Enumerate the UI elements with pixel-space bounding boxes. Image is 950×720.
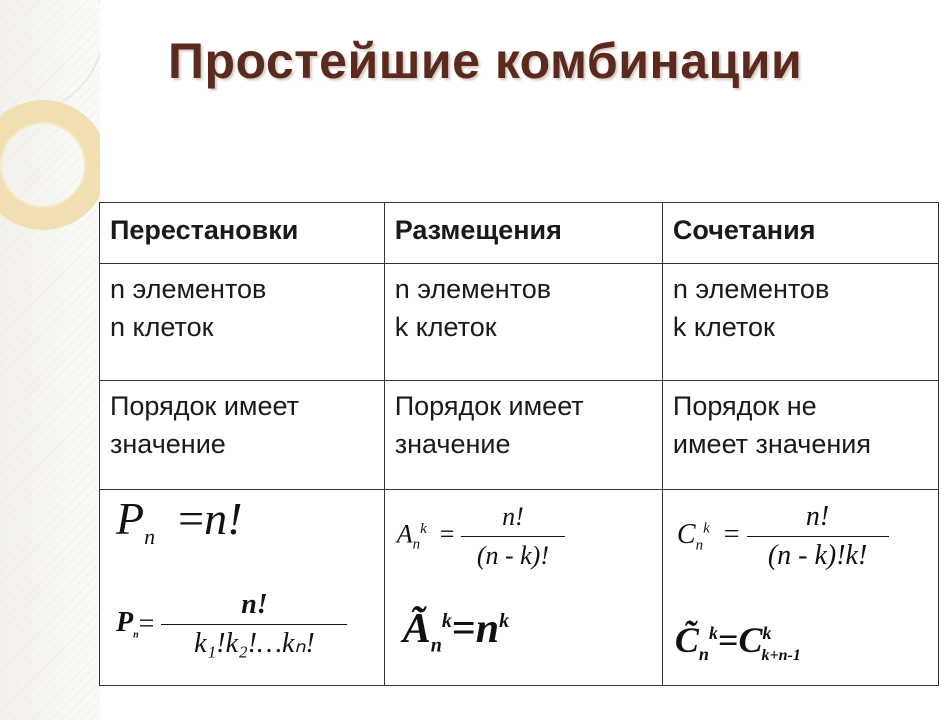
cell-combinations-order xyxy=(662,381,938,490)
header-permutations: Перестановки xyxy=(100,203,385,264)
cell-permutations-formulas xyxy=(100,490,385,686)
formula-subscript: n xyxy=(412,536,421,553)
formula-subscript: n xyxy=(698,644,709,665)
cell-arrangements-order xyxy=(384,381,662,490)
combinations-table xyxy=(99,202,939,686)
formula-subscript: n xyxy=(695,537,704,554)
formula-fraction xyxy=(461,498,565,575)
formula-numerator: n! xyxy=(747,498,889,537)
cell-arrangements-elements xyxy=(384,264,662,381)
formula-superscript: k xyxy=(420,520,427,537)
table-header-row xyxy=(100,203,939,264)
table-row-formulas xyxy=(100,490,939,686)
formula-combinations-repetition xyxy=(675,614,801,675)
formula-equals: = xyxy=(451,606,476,652)
formula-symbol: C xyxy=(676,518,696,550)
cell-arrangements-formulas xyxy=(384,490,662,686)
cell-line: значение xyxy=(110,429,226,459)
formula-symbol: Ã xyxy=(402,606,431,652)
cell-line: n элементов xyxy=(110,274,267,304)
formula-equals: = xyxy=(716,518,740,550)
cell-line: Порядок имеет xyxy=(110,391,299,421)
formula-subscript: k+n-1 xyxy=(761,647,801,665)
cell-permutations-order xyxy=(100,381,385,490)
cell-line: значение xyxy=(394,429,511,459)
formula-equals: = xyxy=(717,620,739,660)
decorative-gold-ring xyxy=(0,100,100,230)
cell-permutations-elements xyxy=(100,264,385,381)
formula-arrangements-repetition xyxy=(403,602,509,664)
formula-combinations xyxy=(677,498,889,575)
cell-line: Порядок не xyxy=(672,391,817,421)
formula-rhs: n! xyxy=(204,493,243,544)
formula-permutations xyxy=(116,493,243,556)
cell-line: k клеток xyxy=(394,312,497,342)
formula-denominator: (n - k)! xyxy=(476,541,550,570)
cell-line: Порядок имеет xyxy=(394,391,584,421)
formula-denominator: (n - k)!k! xyxy=(767,540,868,571)
header-combinations: Сочетания xyxy=(662,203,938,264)
cell-line: n клеток xyxy=(110,312,214,342)
formula-superscript: k xyxy=(762,623,772,643)
formula-superscript: k xyxy=(441,610,452,632)
formula-superscript: k xyxy=(499,610,510,632)
formula-symbol: P xyxy=(116,606,134,638)
formula-rhs: n xyxy=(475,606,500,652)
formula-equals: = xyxy=(138,608,155,640)
cell-line: k клеток xyxy=(672,312,775,342)
decorative-ring xyxy=(0,0,100,115)
formula-subscript: n xyxy=(144,524,156,550)
formula-denominator: k₁!k₂!…kₙ! xyxy=(194,628,315,659)
formula-numerator: n! xyxy=(161,586,347,625)
cell-line: имеет значения xyxy=(672,429,871,459)
page-title: Простейшие комбинации xyxy=(168,33,803,89)
cell-line: n элементов xyxy=(672,274,830,304)
formula-permutations-repetition xyxy=(116,586,347,663)
header-arrangements: Размещения xyxy=(384,203,662,264)
formula-symbol: P xyxy=(116,493,145,544)
formula-numerator: n! xyxy=(461,498,565,537)
cell-combinations-formulas xyxy=(662,490,938,686)
formula-equals: = xyxy=(166,493,205,544)
formula-rhs: C xyxy=(738,620,763,660)
formula-equals: = xyxy=(433,519,455,549)
formula-symbol: C̃ xyxy=(674,620,699,660)
decorative-side-strip xyxy=(0,0,100,720)
table-row xyxy=(100,381,939,490)
formula-fraction xyxy=(747,498,889,575)
formula-superscript: k xyxy=(708,623,718,643)
cell-line: n элементов xyxy=(394,274,552,304)
cell-combinations-elements xyxy=(662,264,938,381)
formula-superscript: k xyxy=(703,520,710,537)
formula-subscript: n xyxy=(430,634,442,657)
table-row xyxy=(100,264,939,381)
formula-fraction xyxy=(161,586,347,663)
formula-arrangements xyxy=(397,498,565,575)
formula-subscript: n xyxy=(133,629,139,641)
formula-symbol: A xyxy=(396,519,413,549)
